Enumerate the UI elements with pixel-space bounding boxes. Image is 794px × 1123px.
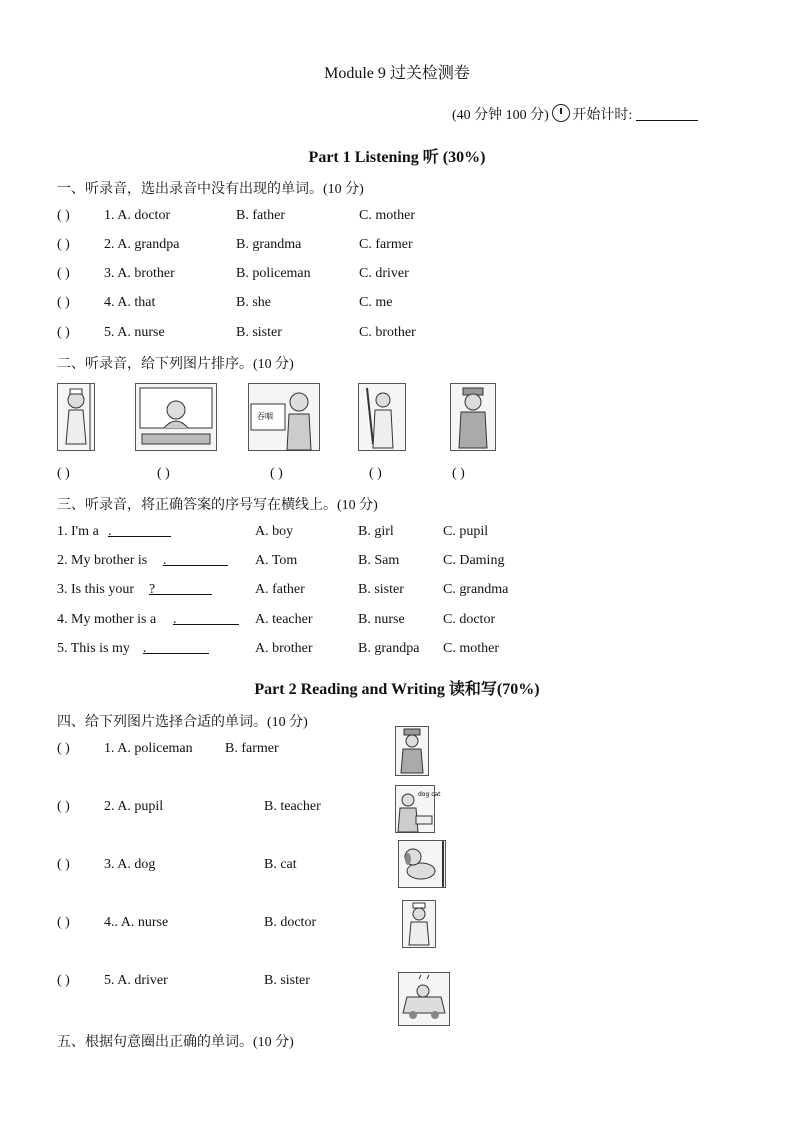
question-end: ? [149, 582, 156, 597]
option-b: B. policeman [236, 266, 311, 281]
option-b: B. sister [236, 325, 282, 340]
question-text: 4. My mother is a [57, 612, 157, 627]
option-c: C. pupil [443, 524, 489, 539]
section5-heading: 五、根据句意圈出正确的单词。(10 分) [57, 1035, 294, 1050]
option-a: 4. A. that [104, 295, 156, 310]
farmer-picture [358, 383, 406, 451]
page-title: Module 9 过关检测卷 [324, 65, 470, 82]
option-a: A. teacher [255, 612, 313, 627]
clock-icon [552, 104, 570, 122]
question-text: 5. This is my [57, 641, 130, 656]
start-time-label: 开始计时: [572, 108, 633, 123]
start-time-blank[interactable] [636, 108, 698, 121]
answer-blank[interactable] [108, 524, 171, 537]
order-paren-4[interactable]: ( ) [369, 466, 382, 481]
policeman-picture-small [395, 726, 429, 776]
option-c: C. Daming [443, 553, 505, 568]
answer-paren[interactable]: ( ) [57, 915, 70, 930]
option-b: B. father [236, 208, 285, 223]
board-text: 吞咽 [257, 412, 273, 421]
option-b: B. she [236, 295, 271, 310]
timer-line [452, 104, 698, 124]
driver-picture-small [398, 972, 450, 1026]
option-c: C. driver [359, 266, 409, 281]
answer-paren[interactable]: ( ) [57, 266, 70, 281]
duration-text: (40 分钟 100 分) [452, 108, 549, 123]
option-a: A. brother [255, 641, 313, 656]
order-paren-5[interactable]: ( ) [452, 466, 465, 481]
answer-paren[interactable]: ( ) [57, 325, 70, 340]
answer-blank[interactable] [173, 612, 239, 625]
order-paren-1[interactable]: ( ) [57, 466, 70, 481]
option-b: B. nurse [358, 612, 405, 627]
option-c: C. doctor [443, 612, 496, 627]
section4-heading: 四、给下列图片选择合适的单词。(10 分) [57, 715, 308, 730]
answer-paren[interactable]: ( ) [57, 208, 70, 223]
policeman-picture [450, 383, 496, 451]
answer-blank[interactable] [143, 641, 209, 654]
option-a: 5. A. driver [104, 973, 168, 988]
option-b: B. doctor [264, 915, 317, 930]
driver-picture [135, 383, 217, 451]
option-b: B. farmer [225, 741, 279, 756]
question-end: . [143, 641, 147, 656]
option-b: B. Sam [358, 553, 400, 568]
section1-heading: 一、听录音，选出录音中没有出现的单词。(10 分) [57, 182, 364, 197]
answer-paren[interactable]: ( ) [57, 237, 70, 252]
question-text: 1. I'm a [57, 524, 99, 539]
question-end: . [173, 612, 177, 627]
option-a: 3. A. dog [104, 857, 156, 872]
part1-heading: Part 1 Listening 听 (30%) [308, 149, 486, 166]
option-c: C. farmer [359, 237, 413, 252]
option-c: C. me [359, 295, 393, 310]
part2-heading: Part 2 Reading and Writing 读和写(70%) [254, 681, 540, 698]
answer-blank[interactable] [163, 553, 228, 566]
option-c: C. mother [359, 208, 415, 223]
answer-paren[interactable]: ( ) [57, 973, 70, 988]
option-b: B. girl [358, 524, 394, 539]
option-a: A. Tom [255, 553, 298, 568]
section3-heading: 三、听录音，将正确答案的序号写在横线上。(10 分) [57, 498, 378, 513]
option-a: A. boy [255, 524, 294, 539]
question-text: 2. My brother is [57, 553, 148, 568]
option-c: C. brother [359, 325, 416, 340]
option-b: B. teacher [264, 799, 321, 814]
option-b: B. sister [264, 973, 310, 988]
option-b: B. cat [264, 857, 297, 872]
answer-paren[interactable]: ( ) [57, 295, 70, 310]
option-a: 2. A. grandpa [104, 237, 180, 252]
option-b: B. grandma [236, 237, 302, 252]
option-b: B. grandpa [358, 641, 420, 656]
answer-paren[interactable]: ( ) [57, 857, 70, 872]
dog-picture [398, 840, 446, 888]
option-c: C. mother [443, 641, 499, 656]
option-a: 5. A. nurse [104, 325, 165, 340]
option-a: 3. A. brother [104, 266, 175, 281]
question-end: . [163, 553, 167, 568]
answer-paren[interactable]: ( ) [57, 741, 70, 756]
board-text-small: dog cat [418, 791, 441, 798]
option-c: C. grandma [443, 582, 509, 597]
option-a: 1. A. doctor [104, 208, 171, 223]
answer-paren[interactable]: ( ) [57, 799, 70, 814]
option-a: 2. A. pupil [104, 799, 164, 814]
section2-heading: 二、听录音，给下列图片排序。(10 分) [57, 357, 294, 372]
nurse-picture [57, 383, 95, 451]
order-paren-2[interactable]: ( ) [157, 466, 170, 481]
teacher-picture [248, 383, 320, 451]
option-b: B. sister [358, 582, 404, 597]
question-end: . [108, 524, 112, 539]
option-a: 1. A. policeman [104, 741, 193, 756]
answer-blank[interactable] [149, 582, 212, 595]
question-text: 3. Is this your [57, 582, 134, 597]
order-paren-3[interactable]: ( ) [270, 466, 283, 481]
option-a: 4.. A. nurse [104, 915, 169, 930]
option-a: A. father [255, 582, 305, 597]
teacher-picture-small [395, 785, 441, 833]
doctor-picture [402, 900, 436, 948]
